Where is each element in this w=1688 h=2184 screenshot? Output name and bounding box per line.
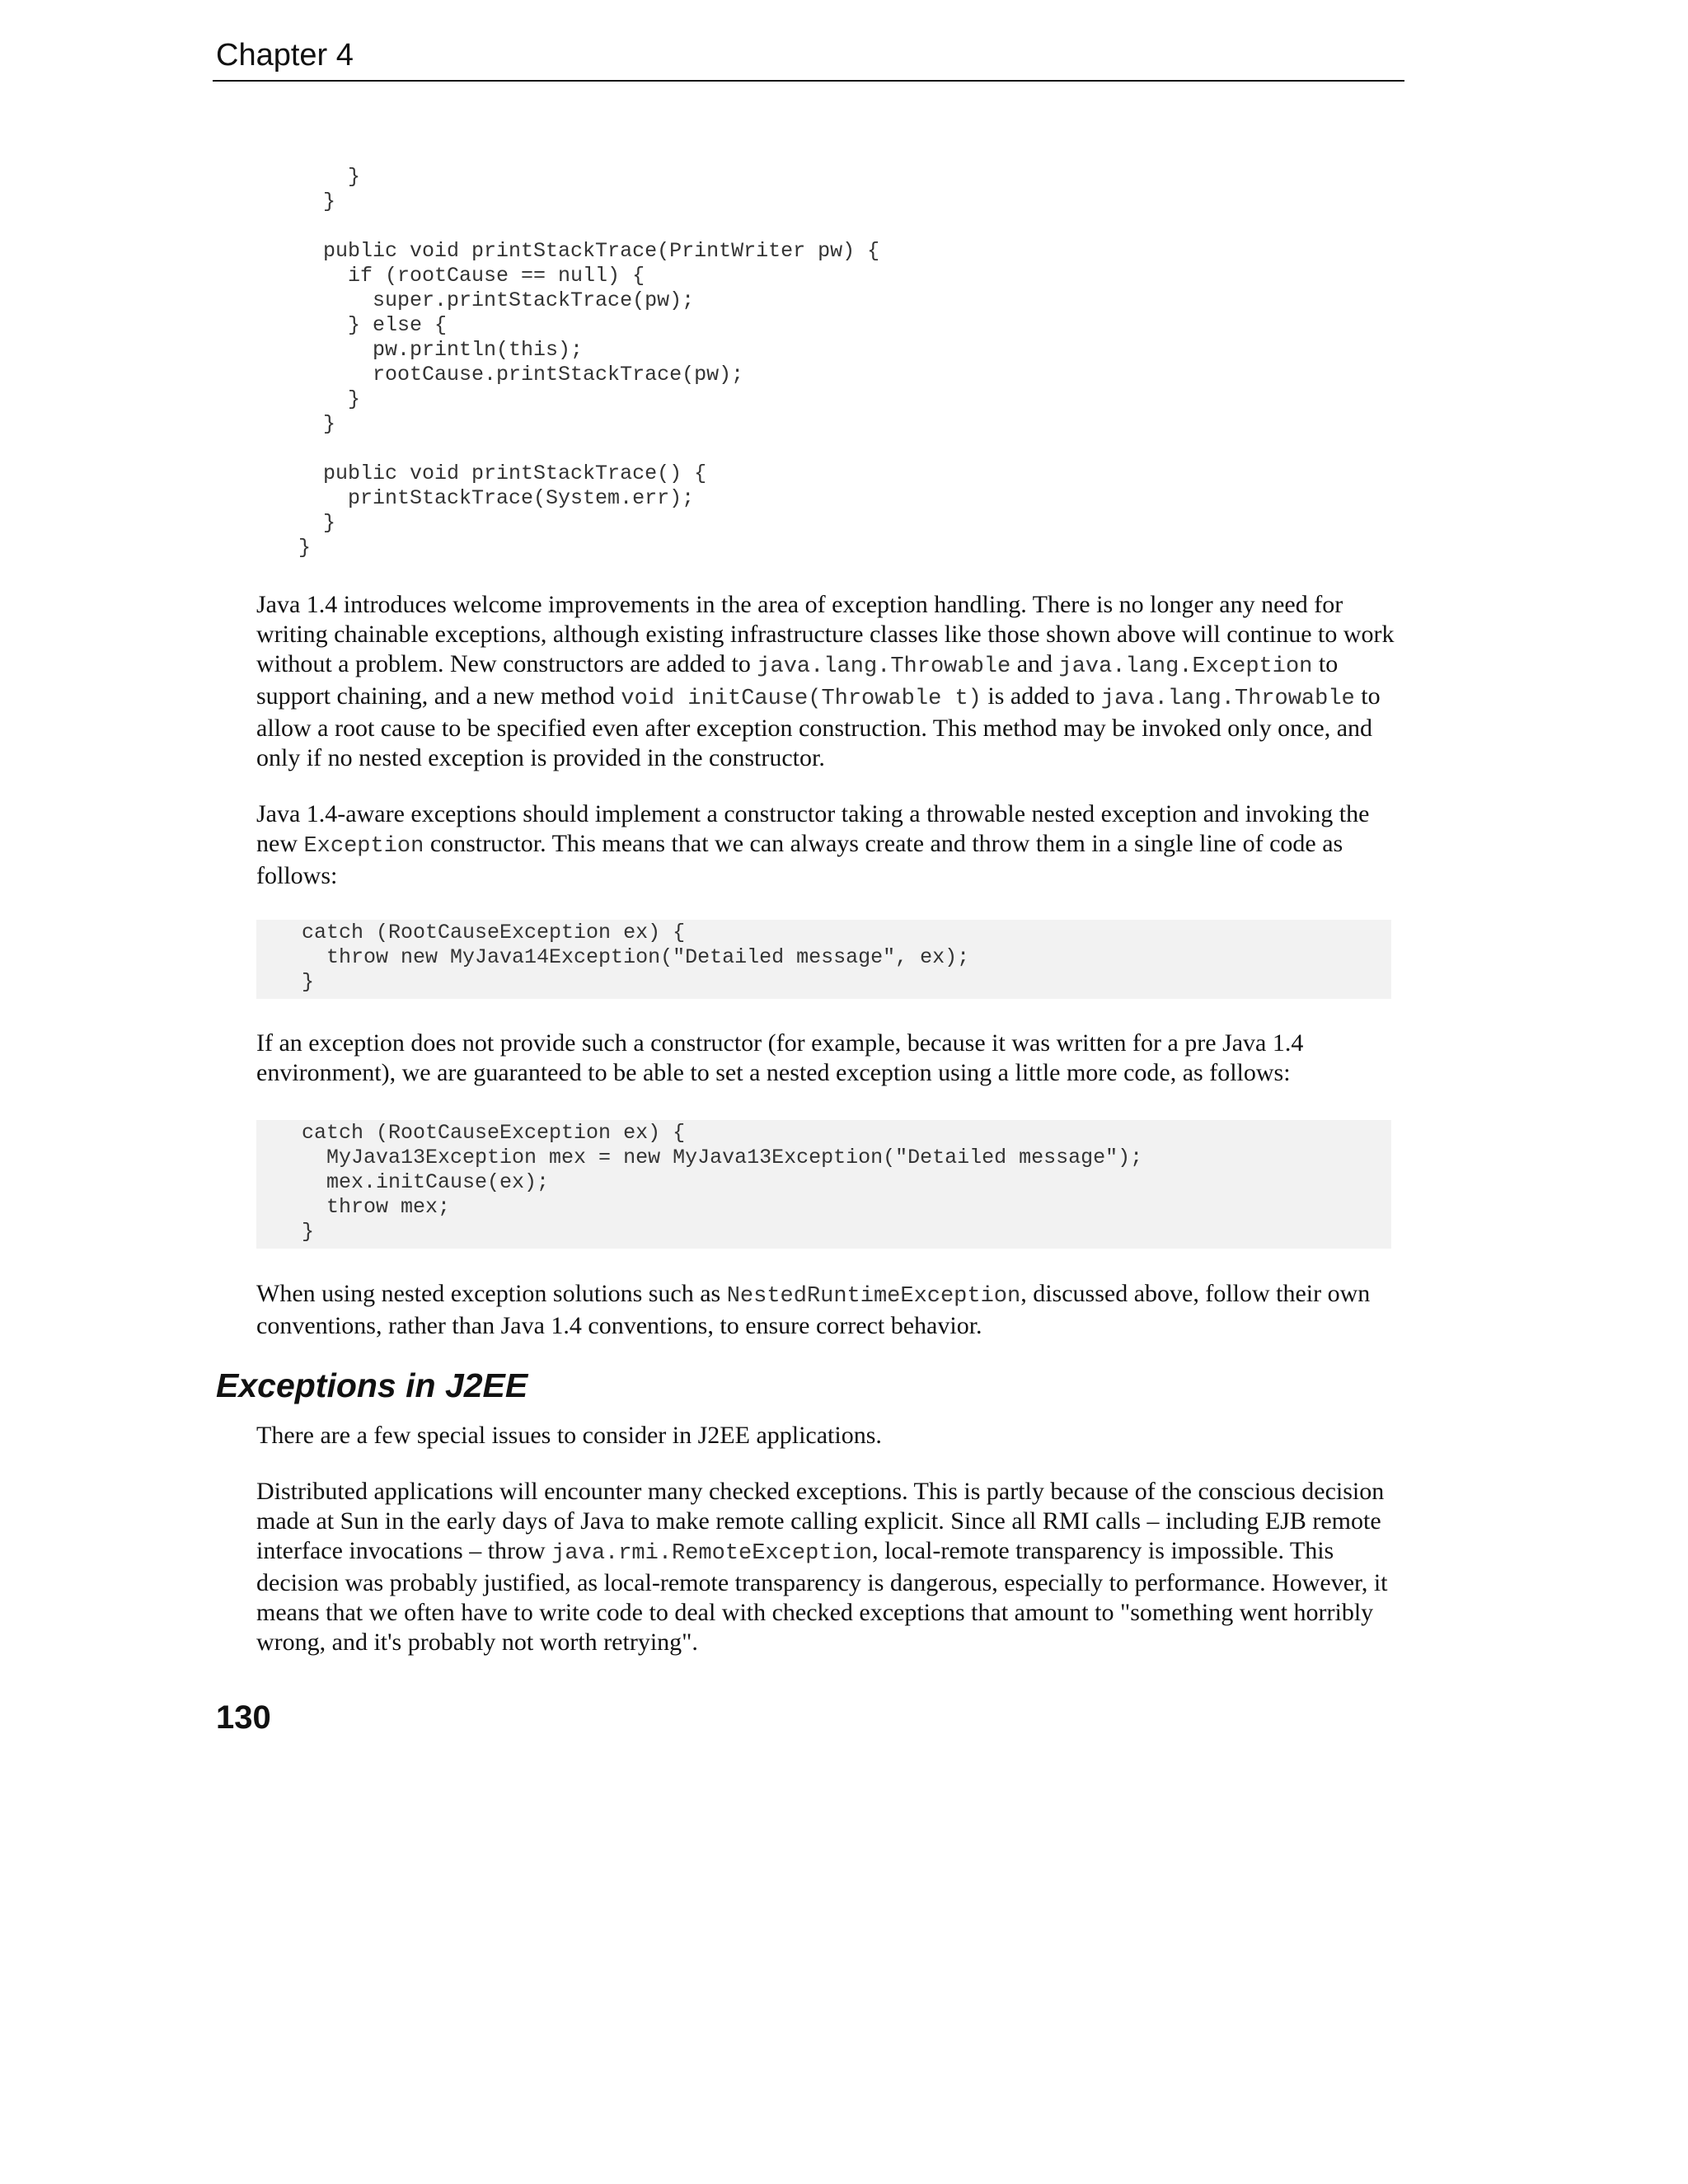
- header-rule: [213, 80, 1404, 82]
- code-listing-printstacktrace: } } public void printStackTrace(PrintWriter pw) { if (rootCause == null) { super.printStackTrace(pw); } else { pw.println(this); rootCause.printStackTrace(pw); } } public void printStackTrace() { printStackTrace(System.err); } }: [298, 165, 880, 560]
- running-head-chapter: Chapter 4: [216, 38, 354, 73]
- code-box-java14-catch: catch (RootCauseException ex) { throw new MyJava14Exception("Detailed message", ex); }: [256, 920, 1391, 999]
- paragraph-j2ee-intro: There are a few special issues to consider in J2EE applications.: [256, 1422, 882, 1449]
- paragraph-pre-java14: If an exception does not provide such a constructor (for example, because it was written for a pre Java 1.4 environment), we are guaranteed to be able to set a nested exception using a little more code, as follows:: [256, 1029, 1304, 1086]
- paragraph-java14-aware-exceptions: Java 1.4-aware exceptions should implement a constructor taking a throwable nested exception and invoking the new Exception constructor. This means that we can always create and throw them in a single line of code as follows:: [256, 800, 1370, 889]
- paragraph-distributed-applications: Distributed applications will encounter many checked exceptions. This is partly because of the conscious decision made at Sun in the early days of Java to make remote calling explicit. Since all RMI calls – including EJB remote interface invocations – throw java.rmi.RemoteException, local-remote transparency is impossible. This decision was probably justified, as local-remote transparency is dangerous, especially to performance. However, it means that we often have to write code to deal with checked exceptions that amount to "something went horribly wrong, and it's probably not worth retrying".: [256, 1478, 1388, 1656]
- code-box-java13-catch: catch (RootCauseException ex) { MyJava13Exception mex = new MyJava13Exception("Detailed message"); mex.initCause(ex); throw mex; }: [256, 1120, 1391, 1249]
- page-number: 130: [216, 1699, 271, 1736]
- paragraph-nested-exception-conventions: When using nested exception solutions such as NestedRuntimeException, discussed above, follow their own conventions, rather than Java 1.4 conventions, to ensure correct behavior.: [256, 1280, 1371, 1339]
- paragraph-java14-improvements: Java 1.4 introduces welcome improvements in the area of exception handling. There is no longer any need for writing chainable exceptions, although existing infrastructure classes like those shown above will continue to work without a problem. New constructors are added to java.lang.Throwable and java.lang.Exception to support chaining, and a new method void initCause(Throwable t) is added to java.lang.Throwable to allow a root cause to be specified even after exception construction. This method may be invoked only once, and only if no nested exception is provided in the constructor.: [256, 591, 1395, 771]
- section-heading-exceptions-j2ee: Exceptions in J2EE: [216, 1366, 528, 1404]
